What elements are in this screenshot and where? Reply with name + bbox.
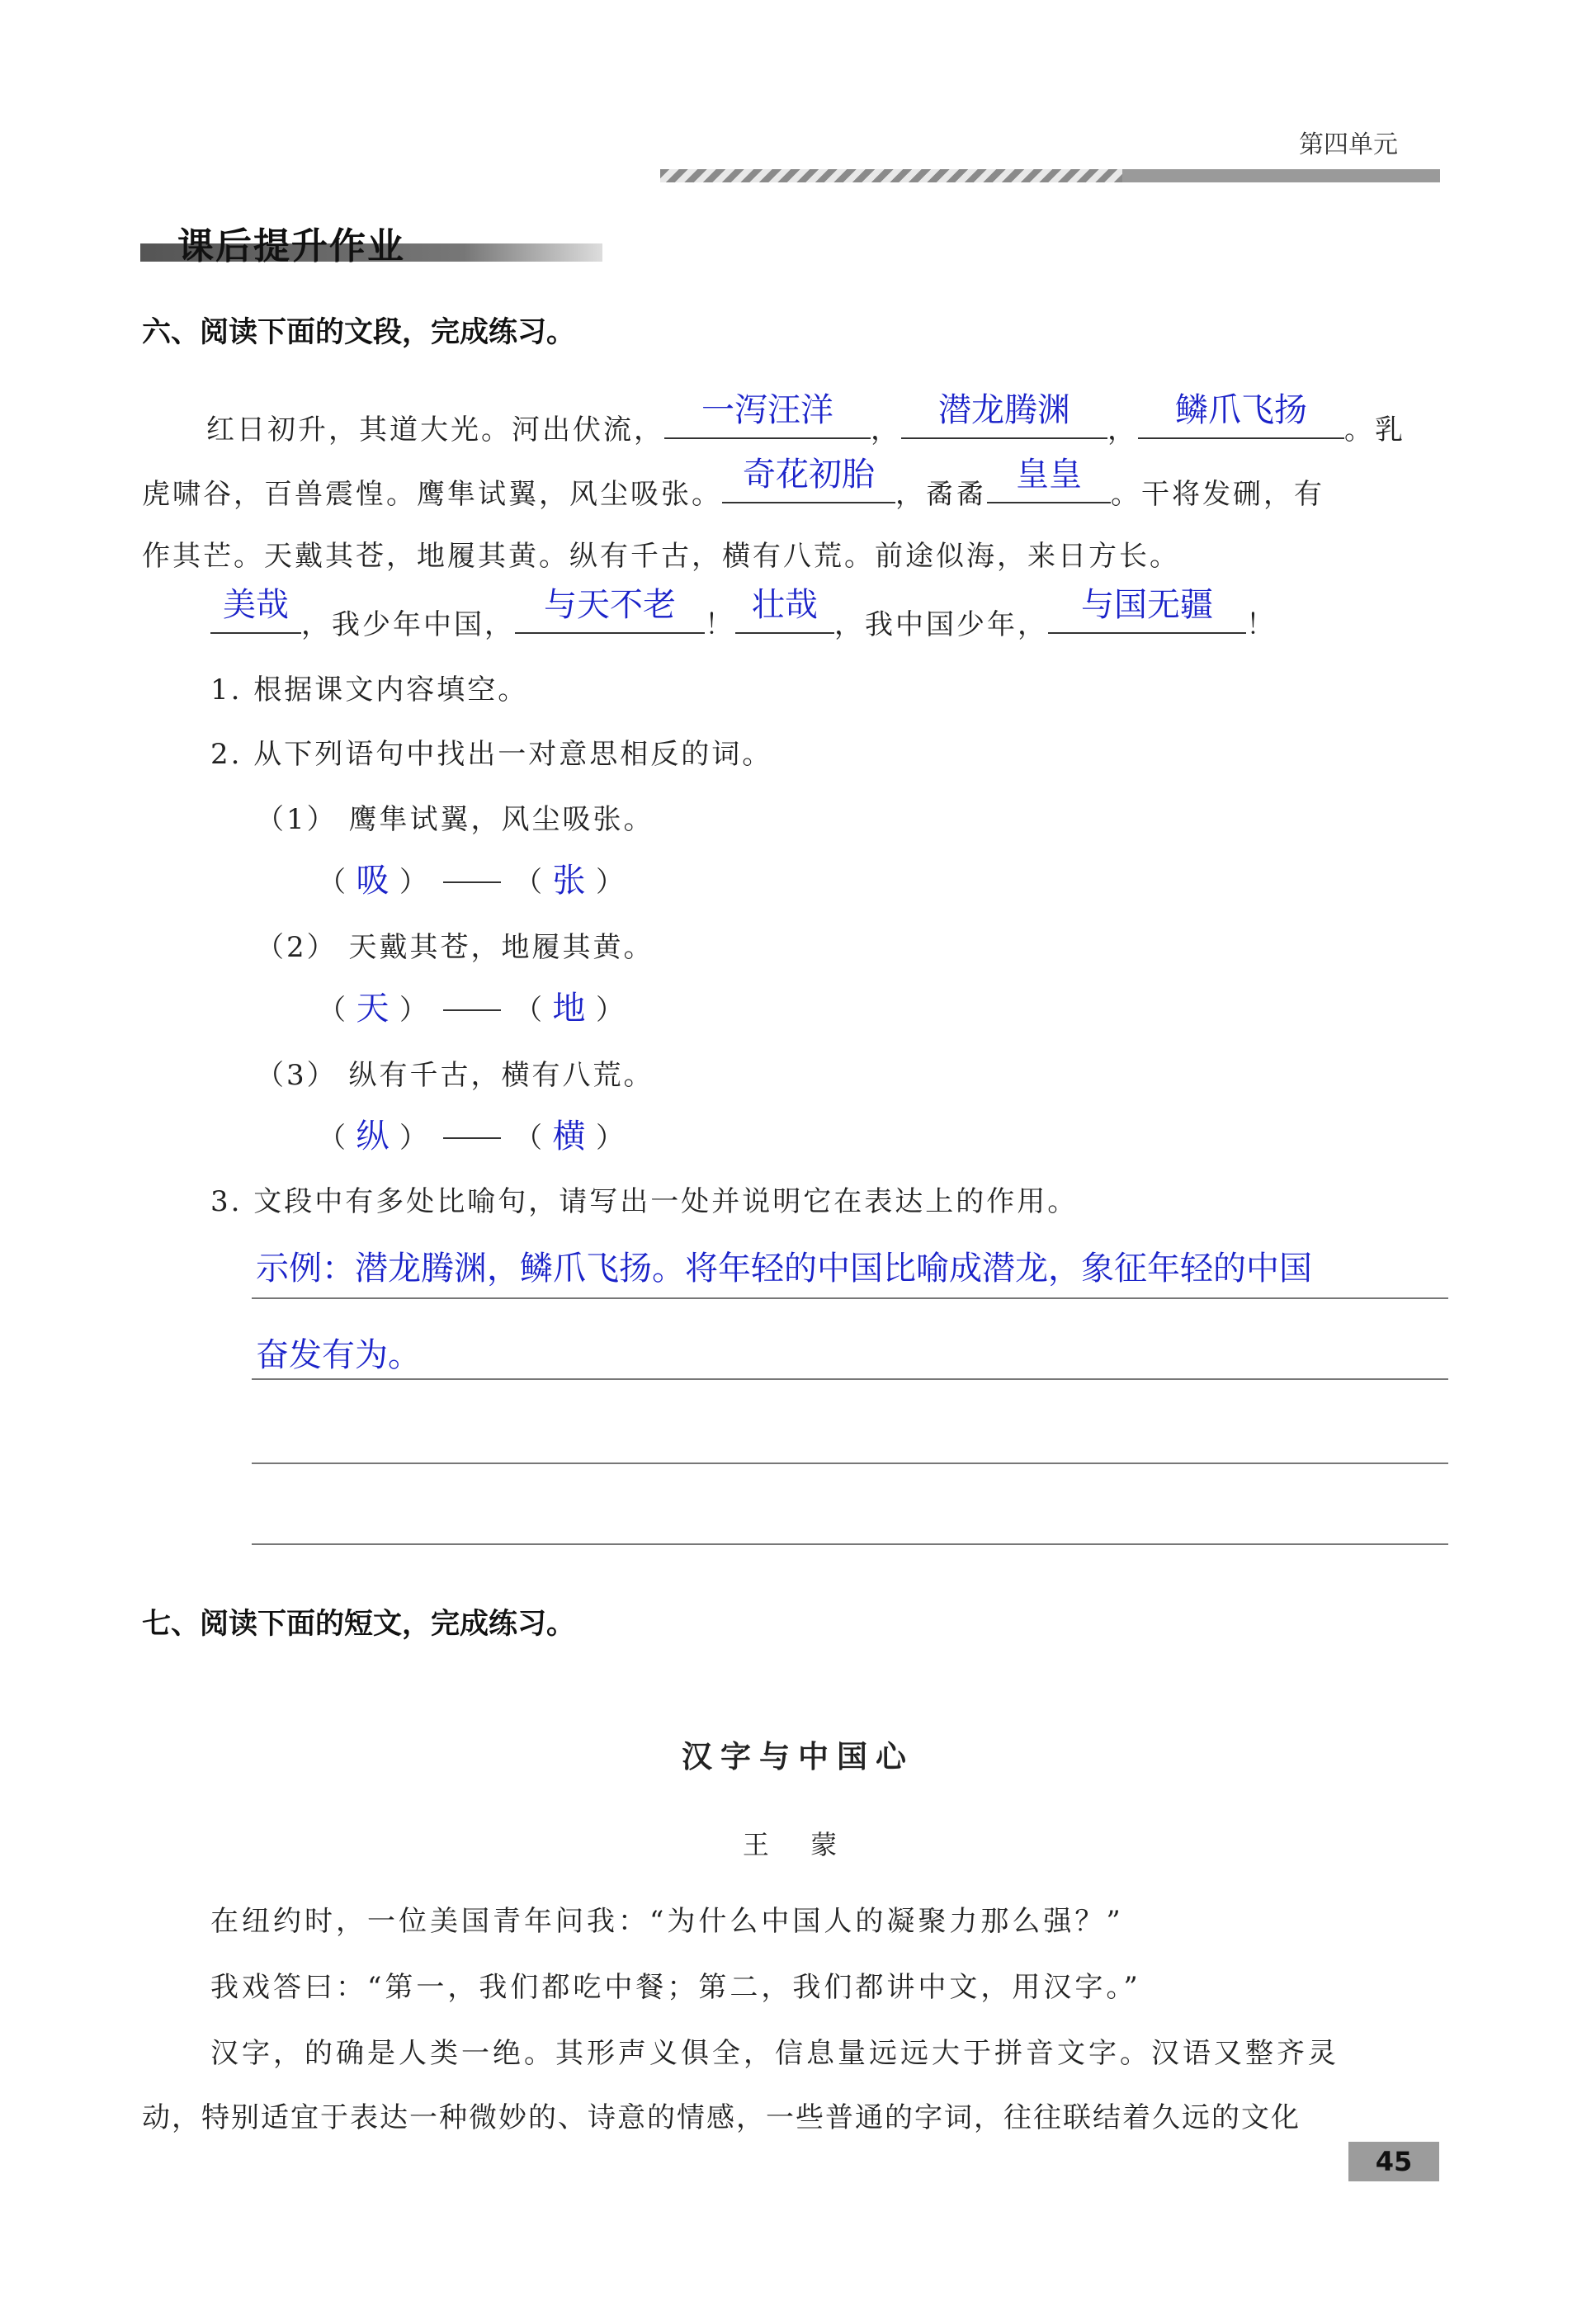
dash-separator xyxy=(443,881,501,883)
passage-text: 虎啸谷，百兽震惶。鹰隼试翼，风尘吸张。 xyxy=(142,478,722,511)
section-banner: 课后提升作业 xyxy=(177,225,405,267)
page-number: 45 xyxy=(1348,2142,1439,2181)
passage-text: 。干将发硎，有 xyxy=(1111,478,1324,511)
q3-answer-line-1: 示例：潜龙腾渊，鳞爪飞扬。将年轻的中国比喻成潜龙，象征年轻的中国 xyxy=(256,1250,1312,1288)
handwritten-answer: 纵 xyxy=(356,1118,392,1155)
header-decorative-bar xyxy=(1122,169,1440,182)
fill-blank-1 xyxy=(664,391,871,439)
passage-line-3: 作其芒。天戴其苍，地履其黄。纵有千古，横有八荒。前途似海，来日方长。 xyxy=(142,540,1180,573)
question-2: 2. 从下列语句中找出一对意思相反的词。 xyxy=(210,738,773,771)
handwritten-answer: 张 xyxy=(552,862,588,900)
fill-blank-9 xyxy=(1048,586,1246,634)
article-paragraph-3-line-2: 动，特别适宜于表达一种微妙的、诗意的情感，一些普通的字词，往往联结着久远的文化 xyxy=(142,2101,1301,2134)
handwritten-answer: 天 xyxy=(356,990,392,1028)
article-author: 王 蒙 xyxy=(742,1829,854,1860)
handwritten-answer: 吸 xyxy=(356,862,392,900)
section7-heading: 七、阅读下面的短文，完成练习。 xyxy=(142,1608,576,1641)
dash-separator xyxy=(443,1137,501,1139)
handwritten-answer: 与天不老 xyxy=(544,586,676,624)
handwritten-answer: 奇花初胎 xyxy=(743,456,875,494)
passage-line-1: 红日初升，其道大光。河出伏流， 一泻汪洋 ， 潜龙腾渊 ， 鳞爪飞扬 。乳 xyxy=(206,404,1405,447)
article-paragraph-2: 我戏答曰：“第一，我们都吃中餐；第二，我们都讲中文，用汉字。” xyxy=(210,1971,1141,2004)
passage-text: ，我中国少年， xyxy=(834,608,1048,641)
fill-blank-7 xyxy=(515,586,705,634)
answer-rule xyxy=(252,1463,1448,1464)
passage-text: ！ xyxy=(705,608,735,641)
answer-rule xyxy=(252,1543,1448,1545)
article-paragraph-1: 在纽约时，一位美国青年问我：“为什么中国人的凝聚力那么强？” xyxy=(210,1905,1124,1938)
question-2-1: （1） 鹰隼试翼，风尘吸张。 xyxy=(256,803,654,836)
fill-blank-8 xyxy=(735,586,834,634)
answer-rule xyxy=(252,1378,1448,1380)
answer-pair-1: （ 吸 ） （ 张 ） xyxy=(318,854,626,901)
question-3: 3. 文段中有多处比喻句，请写出一处并说明它在表达上的作用。 xyxy=(210,1185,1079,1218)
fill-blank-4 xyxy=(722,456,895,503)
fill-blank-6 xyxy=(210,586,301,634)
handwritten-answer: 壮哉 xyxy=(752,586,818,624)
handwritten-answer: 美哉 xyxy=(223,586,289,624)
answer-rule xyxy=(252,1297,1448,1299)
fill-blank-2 xyxy=(901,391,1107,439)
passage-text: ， xyxy=(1107,413,1138,447)
answer-pair-2: （ 天 ） （ 地 ） xyxy=(318,982,626,1029)
passage-text: ，我少年中国， xyxy=(301,608,515,641)
answer-pair-3: （ 纵 ） （ 横 ） xyxy=(318,1110,626,1157)
passage-line-2 xyxy=(142,456,1324,512)
handwritten-answer: 一泻汪洋 xyxy=(701,391,833,429)
handwritten-answer: 鳞爪飞扬 xyxy=(1175,391,1307,429)
handwritten-answer: 潜龙腾渊 xyxy=(938,391,1070,429)
question-1: 1. 根据课文内容填空。 xyxy=(210,673,529,706)
handwritten-answer: 横 xyxy=(552,1118,588,1155)
passage-text: 红日初升，其道大光。河出伏流， xyxy=(206,413,664,447)
q3-answer-line-2: 奋发有为。 xyxy=(256,1336,421,1374)
handwritten-answer: 皇皇 xyxy=(1016,456,1082,494)
dash-separator xyxy=(443,1009,501,1011)
question-2-3: （3） 纵有千古，横有八荒。 xyxy=(256,1059,654,1092)
passage-text: 。乳 xyxy=(1344,413,1405,447)
section6-heading: 六、阅读下面的文段，完成练习。 xyxy=(142,316,576,349)
fill-blank-5 xyxy=(987,456,1111,503)
passage-line-4 xyxy=(210,586,1277,642)
passage-text: ，矞矞 xyxy=(895,478,987,511)
handwritten-answer: 与国无疆 xyxy=(1081,586,1213,624)
handwritten-answer: 地 xyxy=(552,990,588,1028)
unit-label: 第四单元 xyxy=(1299,130,1398,159)
article-title: 汉字与中国心 xyxy=(682,1738,914,1774)
passage-text: ！ xyxy=(1246,608,1277,641)
question-2-2: （2） 天戴其苍，地履其黄。 xyxy=(256,931,654,964)
fill-blank-3 xyxy=(1138,391,1344,439)
article-paragraph-3-line-1: 汉字，的确是人类一绝。其形声义俱全，信息量远远大于拼音文字。汉语又整齐灵 xyxy=(210,2037,1339,2070)
